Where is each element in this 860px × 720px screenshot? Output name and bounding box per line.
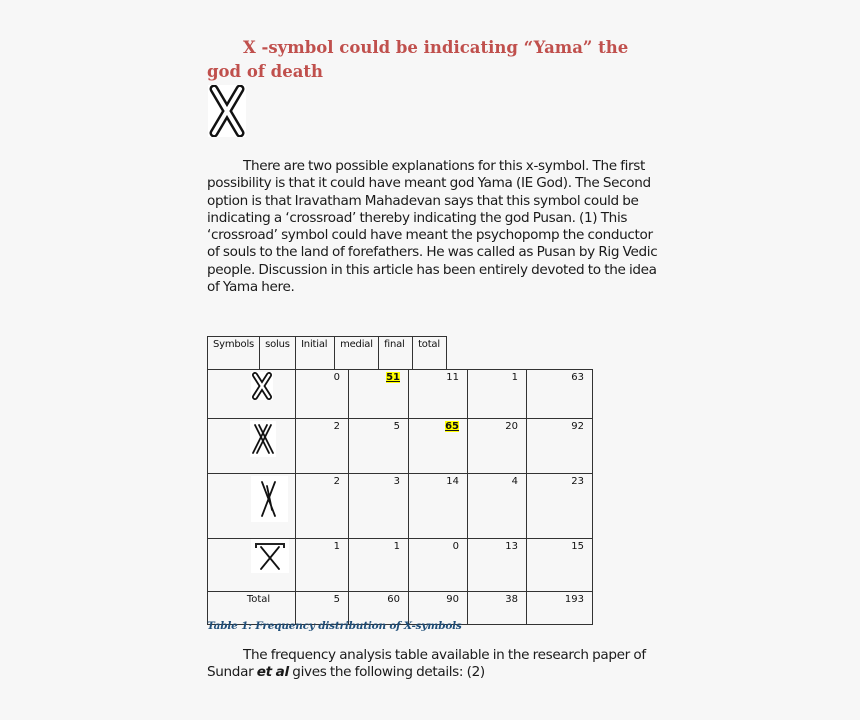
- table-caption: Table 1: Frequency distribution of X-symbols: [207, 620, 462, 632]
- column-header-solus: solus: [260, 337, 296, 371]
- symbol-cell: [208, 539, 296, 592]
- x-symbol-double-line-icon: [250, 421, 276, 457]
- cell-final: 4: [468, 474, 527, 539]
- x-symbol-outline-icon: [251, 372, 273, 400]
- cell-medial: 90: [409, 592, 468, 625]
- x-symbol-with-bracket-top-icon: [251, 539, 289, 573]
- cell-solus: 0: [296, 370, 349, 419]
- cell-final: 13: [468, 539, 527, 592]
- cell-medial: [409, 419, 468, 474]
- cell-final: 38: [468, 592, 527, 625]
- column-header-symbols: Symbols: [208, 337, 260, 371]
- column-header-medial: medial: [335, 337, 379, 371]
- table-row: [208, 539, 593, 592]
- table-row: [208, 474, 593, 539]
- body-paragraph-frequency: [207, 647, 659, 682]
- cell-medial: 14: [409, 474, 468, 539]
- frequency-table-header: [207, 336, 447, 371]
- cell-initial: 5: [349, 419, 409, 474]
- column-header-initial: Initial: [296, 337, 335, 371]
- cell-medial: 11: [409, 370, 468, 419]
- column-header-total: total: [413, 337, 447, 371]
- cell-total: 63: [527, 370, 593, 419]
- cell-initial: 3: [349, 474, 409, 539]
- symbol-cell: [208, 474, 296, 539]
- cell-initial: [349, 370, 409, 419]
- symbol-cell: [208, 370, 296, 419]
- paragraph-text: The frequency analysis table available in the research paper of Sundar: [207, 647, 646, 681]
- cell-medial: 0: [409, 539, 468, 592]
- symbol-cell: [208, 419, 296, 474]
- cell-total: 15: [527, 539, 593, 592]
- cell-solus: 2: [296, 419, 349, 474]
- body-paragraph-explanations: There are two possible explanations for this x-symbol. The first possibility is that it could have meant god Yama (IE God). The Second option is that Iravatham Mahadevan says that this symbol could be indicating a ‘crossroad’ thereby indicating the god Pusan. (1) This ‘crossroad’ symbol could have meant the psychopomp the conductor of souls to the land of forefathers. He was called as Pusan by Rig Vedic people. Discussion in this article has been entirely devoted to the idea of Yama here.: [207, 158, 658, 296]
- x-symbol-thin-icon: [251, 476, 288, 522]
- cell-solus: 1: [296, 539, 349, 592]
- cell-initial: 1: [349, 539, 409, 592]
- cell-solus: 5: [296, 592, 349, 625]
- highlighted-value: 65: [445, 421, 459, 432]
- total-label: Total: [208, 592, 296, 625]
- cell-initial: 60: [349, 592, 409, 625]
- table-row: [208, 370, 593, 419]
- emphasis-et-al: et al: [256, 664, 289, 681]
- highlighted-value: 51: [386, 372, 400, 383]
- cell-solus: 2: [296, 474, 349, 539]
- cell-final: 1: [468, 370, 527, 419]
- section-heading: X -symbol could be indicating “Yama” the god of death: [207, 38, 629, 81]
- cell-total: 23: [527, 474, 593, 539]
- cell-final: 20: [468, 419, 527, 474]
- x-symbol-outline-icon: [208, 85, 246, 137]
- cell-total: 92: [527, 419, 593, 474]
- column-header-final: final: [379, 337, 413, 371]
- paragraph-text: gives the following details: (2): [288, 664, 485, 681]
- frequency-table: [207, 369, 593, 625]
- cell-total: 193: [527, 592, 593, 625]
- table-row: [208, 419, 593, 474]
